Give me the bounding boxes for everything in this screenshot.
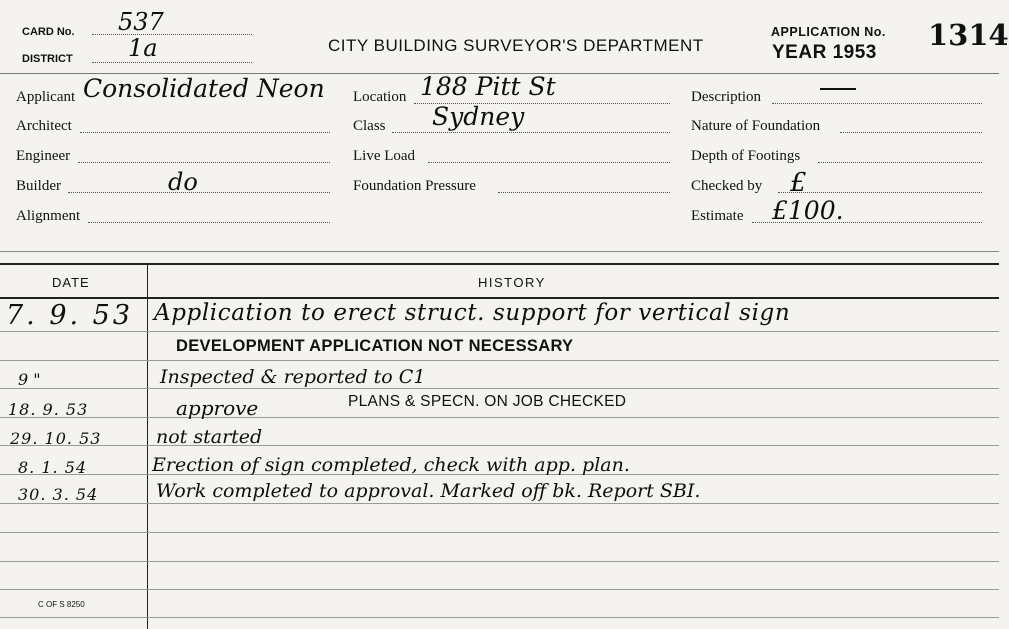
description-dash xyxy=(820,88,856,90)
row-date: 9 " xyxy=(18,370,41,389)
builder-line xyxy=(68,192,330,193)
foundation-pressure-line xyxy=(498,192,670,193)
row-date: 29. 10. 53 xyxy=(10,429,102,448)
description-label: Description xyxy=(691,89,761,105)
checked-by-line xyxy=(778,192,982,193)
form-code: C OF S 8250 xyxy=(38,600,85,609)
foundation-pressure-label: Foundation Pressure xyxy=(353,178,476,194)
depth-of-footings-label: Depth of Footings xyxy=(691,148,801,164)
department-title: CITY BUILDING SURVEYOR'S DEPARTMENT xyxy=(328,36,704,55)
checked-by-label: Checked by xyxy=(691,178,763,194)
engineer-line xyxy=(78,162,330,163)
ruled-line xyxy=(0,561,999,562)
application-no-value: 1314 xyxy=(928,18,1009,52)
row-history-typed: DEVELOPMENT APPLICATION NOT NECESSARY xyxy=(176,337,574,355)
class-label: Class xyxy=(353,118,386,134)
ruled-line xyxy=(0,445,999,446)
table-header-rule xyxy=(0,297,999,299)
builder-value: do xyxy=(168,168,198,196)
ruled-line xyxy=(0,388,999,389)
alignment-line xyxy=(88,222,330,223)
estimate-value: £100. xyxy=(772,196,844,225)
nature-of-foundation-label: Nature of Foundation xyxy=(691,118,821,134)
live-load-label: Live Load xyxy=(353,148,416,164)
row-date: 30. 3. 54 xyxy=(18,485,99,504)
nature-of-foundation-line xyxy=(840,132,982,133)
ruled-line xyxy=(0,617,999,618)
history-header: HISTORY xyxy=(478,275,546,290)
district-value: 1a xyxy=(128,34,158,62)
row-history: not started xyxy=(156,426,263,448)
row-date: 8. 1. 54 xyxy=(18,458,88,477)
class-line xyxy=(392,132,670,133)
district-line xyxy=(92,62,252,63)
engineer-label: Engineer xyxy=(16,148,71,164)
class-value: Sydney xyxy=(432,102,525,131)
architect-label: Architect xyxy=(16,118,72,134)
section-rule-1 xyxy=(0,251,999,252)
ruled-line xyxy=(0,360,999,361)
plans-stamp: PLANS & SPECN. ON JOB CHECKED xyxy=(348,393,627,410)
builder-label: Builder xyxy=(16,178,61,194)
row-history: approve xyxy=(176,396,259,420)
date-header: DATE xyxy=(52,275,90,290)
applicant-label: Applicant xyxy=(16,89,76,105)
live-load-line xyxy=(428,162,670,163)
row-history: Work completed to approval. Marked off bk. Report SBI. xyxy=(156,480,701,502)
architect-line xyxy=(80,132,330,133)
row-date: 7. 9. 53 xyxy=(6,300,134,331)
card-no-line xyxy=(92,34,252,35)
row-history: Erection of sign completed, check with app. plan. xyxy=(152,454,630,476)
date-column-divider xyxy=(147,265,148,629)
section-rule-2 xyxy=(0,263,999,265)
applicant-value: Consolidated Neon xyxy=(83,74,325,103)
ruled-line xyxy=(0,503,999,504)
card-no-label: CARD No. xyxy=(22,26,75,38)
district-label: DISTRICT xyxy=(22,53,73,65)
row-history: Application to erect struct. support for vertical sign xyxy=(154,300,791,326)
location-value: 188 Pitt St xyxy=(420,72,556,101)
ruled-line xyxy=(0,331,999,332)
location-label: Location xyxy=(353,89,407,105)
year-label: YEAR 1953 xyxy=(772,42,877,63)
row-date: 18. 9. 53 xyxy=(8,400,89,419)
alignment-label: Alignment xyxy=(16,208,81,224)
ruled-line xyxy=(0,589,999,590)
description-line xyxy=(772,103,982,104)
ruled-line xyxy=(0,532,999,533)
checked-by-value: £ xyxy=(790,168,807,198)
card-no-value: 537 xyxy=(118,8,164,36)
application-no-label: APPLICATION No. xyxy=(771,25,886,39)
ruled-line xyxy=(0,417,999,418)
estimate-label: Estimate xyxy=(691,208,744,224)
depth-of-footings-line xyxy=(818,162,982,163)
row-history: Inspected & reported to C1 xyxy=(160,366,426,388)
